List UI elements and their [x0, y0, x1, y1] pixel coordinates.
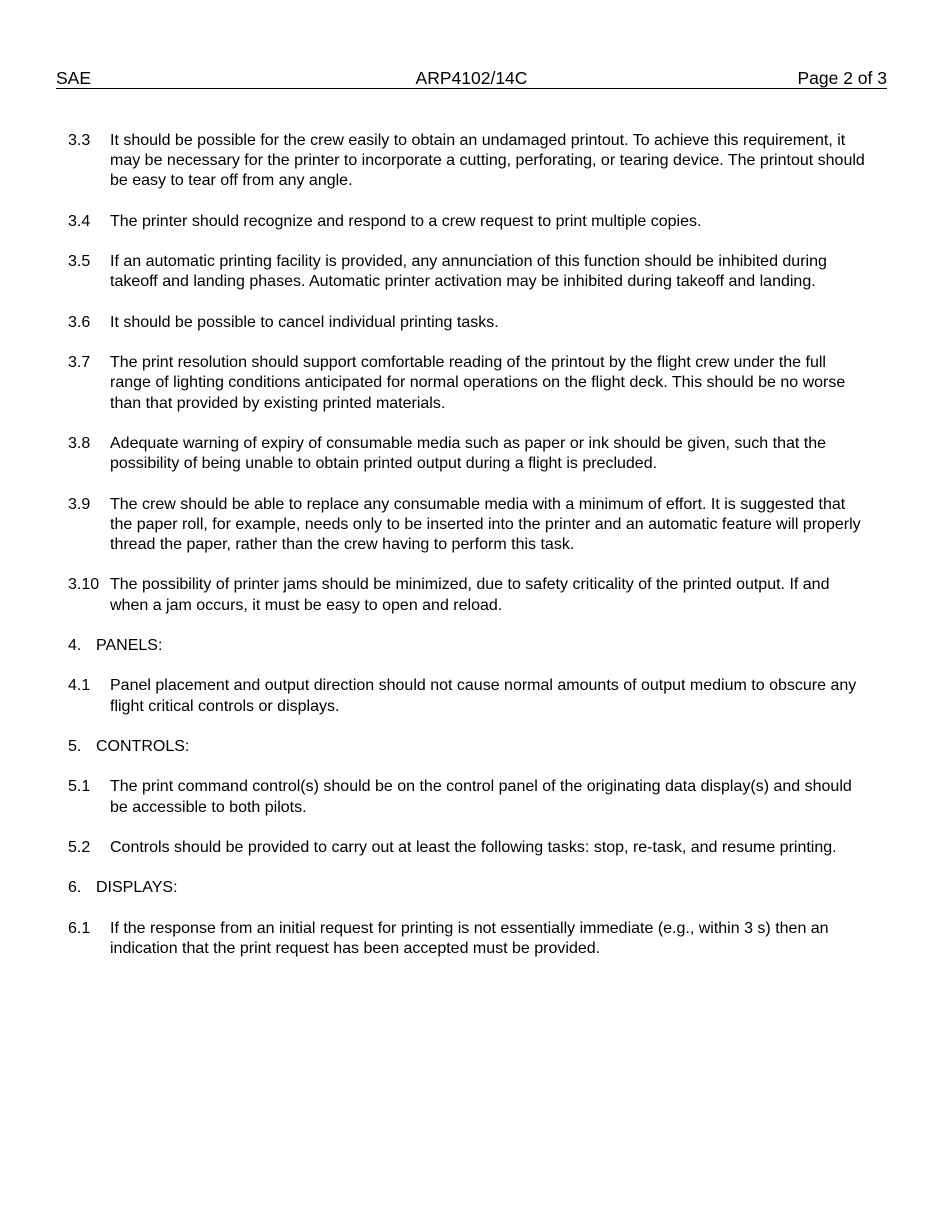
- paragraph-number: 6.1: [68, 919, 91, 937]
- paragraph-text: The possibility of printer jams should be minimized, due to safety criticality of the printed output. If and when a jam occurs, it must be easy to open and reload.: [110, 576, 830, 614]
- section-title: DISPLAYS:: [96, 879, 178, 897]
- section-title: PANELS:: [96, 636, 163, 654]
- paragraph-number: 3.3: [68, 132, 91, 149]
- section-number: 6.: [68, 879, 82, 897]
- paragraph-6-1: [68, 919, 868, 959]
- paragraph-number: 3.6: [68, 313, 91, 331]
- paragraph-text: It should be possible for the crew easily to obtain an undamaged printout. To achieve this requirement, it may be necessary for the printer to incorporate a cutting, perforating, or tearing device. The printout should be easy to tear off from any angle.: [110, 132, 865, 190]
- header-doc-number: ARP4102/14C: [415, 68, 528, 88]
- paragraph-text: The print resolution should support comfortable reading of the printout by the flight crew under the full range of lighting conditions anticipated for normal operations on the flight deck. This should be no worse than that provided by existing printed materials.: [110, 354, 846, 412]
- paragraph-5-2: [68, 838, 868, 858]
- paragraph-text: If the response from an initial request for printing is not essentially immediate (e.g., within 3 s) then an indication that the print request has been accepted must be provided.: [110, 919, 829, 957]
- paragraph-number: 5.2: [68, 838, 91, 856]
- section-title: CONTROLS:: [96, 737, 190, 755]
- paragraph-number: 3.8: [68, 434, 91, 452]
- paragraph-text: Controls should be provided to carry out at least the following tasks: stop, re-task, and resume printing.: [110, 838, 837, 856]
- section-heading-6: [68, 878, 868, 898]
- page-header: [56, 66, 887, 89]
- paragraph-3-6: [68, 313, 868, 333]
- paragraph-3-10: [68, 575, 868, 615]
- paragraph-3-9: [68, 495, 868, 556]
- paragraph-3-7: [68, 353, 868, 414]
- paragraph-3-5: [68, 252, 868, 292]
- paragraph-number: 3.9: [68, 495, 91, 513]
- paragraph-number: 4.1: [68, 677, 91, 695]
- header-org: SAE: [56, 68, 92, 88]
- paragraph-5-1: [68, 777, 868, 817]
- paragraph-text: It should be possible to cancel individual printing tasks.: [110, 313, 499, 331]
- header-page-number: Page 2 of 3: [797, 68, 887, 88]
- paragraph-text: The printer should recognize and respond to a crew request to print multiple copies.: [110, 212, 702, 230]
- paragraph-number: 3.4: [68, 212, 91, 230]
- paragraph-text: The crew should be able to replace any consumable media with a minimum of effort. It is suggested that the paper roll, for example, needs only to be inserted into the printer and an automatic feature will properly thread the paper, rather than the crew having to perform this task.: [110, 495, 861, 553]
- paragraph-number: 3.10: [68, 576, 100, 594]
- paragraph-3-8: [68, 434, 868, 474]
- paragraph-text: Panel placement and output direction should not cause normal amounts of output medium to obscure any flight critical controls or displays.: [110, 677, 857, 715]
- paragraph-4-1: [68, 676, 868, 716]
- section-heading-5: [68, 737, 868, 757]
- document-body: [68, 131, 868, 979]
- section-heading-4: [68, 636, 868, 656]
- paragraph-number: 3.7: [68, 354, 91, 372]
- paragraph-3-3: [68, 131, 868, 192]
- paragraph-3-4: [68, 212, 868, 232]
- section-number: 4.: [68, 636, 82, 654]
- paragraph-text: The print command control(s) should be on the control panel of the originating data display(s) and should be accessible to both pilots.: [110, 778, 852, 816]
- paragraph-number: 5.1: [68, 778, 91, 796]
- section-number: 5.: [68, 737, 82, 755]
- paragraph-text: If an automatic printing facility is provided, any annunciation of this function should be inhibited during takeoff and landing phases. Automatic printer activation may be inhibited during takeoff and landing.: [110, 253, 827, 291]
- paragraph-number: 3.5: [68, 253, 91, 271]
- paragraph-text: Adequate warning of expiry of consumable media such as paper or ink should be given, such that the possibility of being unable to obtain printed output during a flight is precluded.: [110, 434, 826, 473]
